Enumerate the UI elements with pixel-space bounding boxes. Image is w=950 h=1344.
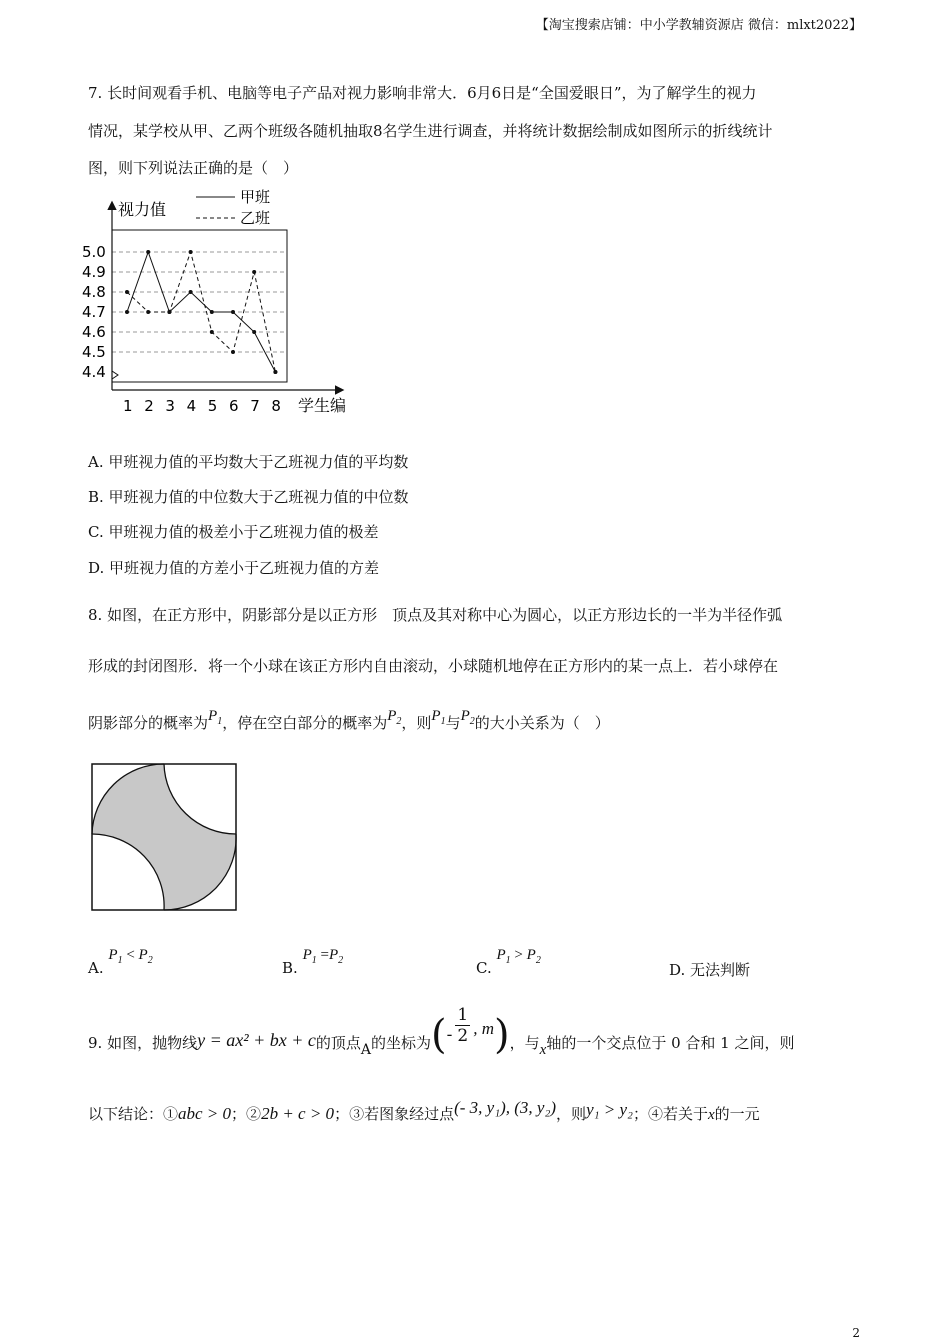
data-point (210, 310, 214, 314)
vision-line-chart (80, 185, 370, 420)
chart-frame (112, 230, 287, 382)
q7-option-a: A. 甲班视力值的平均数大于乙班视力值的平均数 (88, 453, 409, 471)
data-point (189, 250, 193, 254)
data-point (146, 310, 150, 314)
q8-line-2: 形成的封闭图形．将一个小球在该正方形内自由滚动，小球随机地停在正方形内的某一点上．若小球停在 (88, 657, 779, 675)
data-point (210, 330, 214, 334)
data-point (252, 330, 256, 334)
data-point (125, 290, 129, 294)
data-point (273, 370, 277, 374)
q8-option-a: A. $P_1 < P_2$ (88, 947, 153, 977)
x-tick-label: 7 (250, 397, 260, 415)
q9-line-2: 以下结论：①abc > 0；②2b + c > 0；③若图象经过点(- 3, y₁), (3, y₂)，则y₁ > y₂；④若关于x的一元 (88, 1098, 760, 1123)
y-tick-label: 4.8 (82, 283, 106, 301)
q8-option-d: D. 无法判断 (669, 961, 751, 979)
data-point (189, 290, 193, 294)
page-header: 【淘宝搜索店铺：中小学教辅资源店 微信：mlxt2022】 (535, 18, 862, 33)
data-point (231, 310, 235, 314)
y-tick-label: 4.7 (82, 303, 106, 321)
q8-line-1: 8. 如图，在正方形中，阴影部分是以正方形 顶点及其对称中心为圆心，以正方形边长的一半为半径作弧 (88, 606, 783, 624)
q7-line-1: 7. 长时间观看手机、电脑等电子产品对视力影响非常大．6月6日是“全国爱眼日”，为了解学生的视力 (88, 84, 757, 102)
data-point (231, 350, 235, 354)
data-point (167, 310, 171, 314)
legend-series-2: 乙班 (240, 209, 271, 227)
y-tick-label: 4.6 (82, 323, 106, 341)
q7-option-b: B. 甲班视力值的中位数大于乙班视力值的中位数 (88, 488, 409, 506)
q7-option-c: C. 甲班视力值的极差小于乙班视力值的极差 (88, 523, 379, 541)
y-tick-label: 4.5 (82, 343, 106, 361)
y-tick-label: 4.4 (82, 363, 106, 381)
data-point (125, 310, 129, 314)
x-tick-label: 5 (207, 397, 218, 415)
q9-line-1: 9. 如图，抛物线y = ax² + bx + c的顶点A的坐标为(- $\frac{1}{2}$ , m)，与x轴的一个交点位于 0 合和 1 之间，则 (88, 1005, 795, 1058)
axis-break (112, 371, 118, 379)
q7-option-d: D. 甲班视力值的方差小于乙班视力值的方差 (88, 559, 380, 577)
q7-line-3: 图，则下列说法正确的是（ ） (88, 159, 299, 177)
legend-series-1: 甲班 (240, 188, 271, 206)
q8-line-3: 阴影部分的概率为$P_1$，停在空白部分的概率为$P_2$，则$P_1$与$P_2$的大小关系为（ ） (88, 708, 610, 732)
y-tick-label: 4.9 (82, 263, 106, 281)
q8-option-c: C. $P_1 > P_2$ (476, 947, 541, 977)
x-tick-label: 4 (186, 397, 197, 415)
page-number: 2 (852, 1326, 860, 1340)
x-tick-label: 2 (144, 397, 154, 415)
data-point (146, 250, 150, 254)
square-shaded-figure (88, 762, 240, 914)
x-tick-label: 8 (271, 397, 281, 415)
data-point (252, 270, 256, 274)
x-tick-label: 3 (165, 397, 175, 415)
x-tick-label: 1 (123, 397, 133, 415)
x-tick-label: 6 (229, 397, 239, 415)
y-axis-label: 视力值 (118, 200, 167, 219)
q7-line-2: 情况，某学校从甲、乙两个班级各随机抽取8名学生进行调查，并将统计数据绘制成如图所示的折线统计 (88, 122, 773, 140)
y-tick-label: 5.0 (82, 243, 106, 261)
x-axis-label: 学生编 (298, 396, 347, 415)
q8-option-b: B. $P_1 =P_2$ (282, 947, 344, 977)
